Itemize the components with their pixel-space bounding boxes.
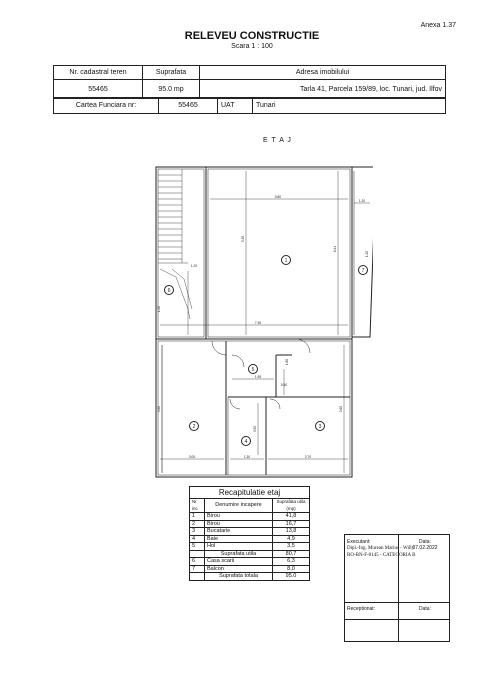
dim-580: 5.80 xyxy=(274,195,282,199)
recap-table xyxy=(189,486,310,581)
header-table xyxy=(53,65,446,99)
executant-name: Dipl.-Ing. Murean Marius - Willy xyxy=(347,546,415,551)
recap-col-nr: Nr inc xyxy=(190,499,205,513)
dim-644: 6.44 xyxy=(333,245,337,253)
recap-col-area: Suprafata utila (mp) xyxy=(273,499,310,513)
annex-number: Anexa 1.37 xyxy=(420,22,456,29)
stair-treads xyxy=(158,169,192,319)
receptionat-label: Receptionat: xyxy=(347,606,376,612)
address-value: Tarla 41, Parcela 159/89, loc. Tunari, jud. Ilfov xyxy=(200,80,446,99)
room-5-number: 5 xyxy=(251,367,255,373)
door-room-3 xyxy=(270,399,280,409)
useful-label: Suprafata utila xyxy=(205,550,273,558)
room-4-number: 4 xyxy=(244,439,248,445)
executant-label: Executant: xyxy=(347,539,371,545)
cf-label: Cartea Funciara nr: xyxy=(54,98,159,114)
dim-120: 1.20 xyxy=(358,199,366,203)
uat-value: Tunari xyxy=(253,98,446,114)
wall-room-1 xyxy=(206,167,352,339)
document-sheet xyxy=(48,18,456,642)
room-3-number: 3 xyxy=(318,424,322,430)
scale-label: Scara 1 : 100 xyxy=(231,43,273,50)
dim-560b: 5.60 xyxy=(339,405,343,413)
level-label: E T A J xyxy=(263,137,292,144)
table-row: 6 Casa scarii 6,3 xyxy=(190,558,310,566)
cadastral-value: 55465 xyxy=(54,80,143,99)
inner-wall-lower xyxy=(158,341,350,475)
room-1-number: 1 xyxy=(284,258,288,264)
dim-180: 1.80 xyxy=(285,358,289,366)
dim-080: 0.80 xyxy=(280,383,288,387)
dim-735: 7.35 xyxy=(254,321,262,325)
dim-120b: 1.20 xyxy=(365,250,369,258)
table-row: 2 Birou 16,7 xyxy=(190,520,310,528)
cf-table xyxy=(53,97,446,114)
total-value: 95.0 xyxy=(273,573,310,581)
table-row: 7 Balcon 8,0 xyxy=(190,565,310,573)
receptionat-date-box xyxy=(398,602,450,642)
dim-150: 1.50 xyxy=(157,305,161,313)
table-row: 5 Hol 3,5 xyxy=(190,543,310,551)
receptionat-date-label: Data: xyxy=(419,606,431,612)
dim-130: 1.30 xyxy=(243,455,251,459)
table-row: 4 Baie 4,9 xyxy=(190,535,310,543)
door-room-4 xyxy=(230,399,240,409)
executant-date-value: 07.02.2022 xyxy=(412,545,438,551)
surface-label: Suprafata xyxy=(143,66,200,80)
dim-530: 5.30 xyxy=(241,235,245,243)
total-label: Suprafata totala xyxy=(205,573,273,581)
recap-col-name: Denumire incapere xyxy=(205,499,273,513)
document-title: RELEVEU CONSTRUCTIE xyxy=(184,30,320,42)
address-label: Adresa imobilului xyxy=(200,66,446,80)
table-row-total xyxy=(190,573,310,581)
floor-plan xyxy=(148,159,373,481)
uat-label: UAT xyxy=(218,98,253,114)
balcony-outline xyxy=(352,167,373,337)
dim-300: 3.00 xyxy=(188,455,196,459)
room-6-number: 6 xyxy=(167,288,171,294)
door-hol xyxy=(232,355,244,367)
table-row: 3 Bucatarie 13,8 xyxy=(190,528,310,536)
executant-date-label: Data: xyxy=(419,539,431,545)
wall-lower xyxy=(156,339,352,477)
dim-270: 2.70 xyxy=(304,455,312,459)
surface-value: 95.0 mp xyxy=(143,80,200,99)
cadastral-label: Nr. cadastral teren xyxy=(54,66,143,80)
room-7-number: 7 xyxy=(361,268,365,274)
recap-title: Recapitulatie etaj xyxy=(189,486,310,498)
room-2-number: 2 xyxy=(192,424,196,430)
door-room-2 xyxy=(212,341,226,355)
cf-value: 55465 xyxy=(159,98,218,114)
dim-120-stair: 1.20 xyxy=(190,264,198,268)
dim-560: 5.60 xyxy=(157,405,161,413)
useful-value: 80,7 xyxy=(273,550,310,558)
table-row-useful xyxy=(190,550,310,558)
dim-195: 1.95 xyxy=(254,375,262,379)
dimension-lines xyxy=(160,171,370,473)
dim-350: 3.50 xyxy=(253,425,257,433)
table-row: 1 Birou 41,8 xyxy=(190,513,310,521)
executant-license: RO-BN-F-0145 - CATEGORIA B xyxy=(347,553,416,558)
